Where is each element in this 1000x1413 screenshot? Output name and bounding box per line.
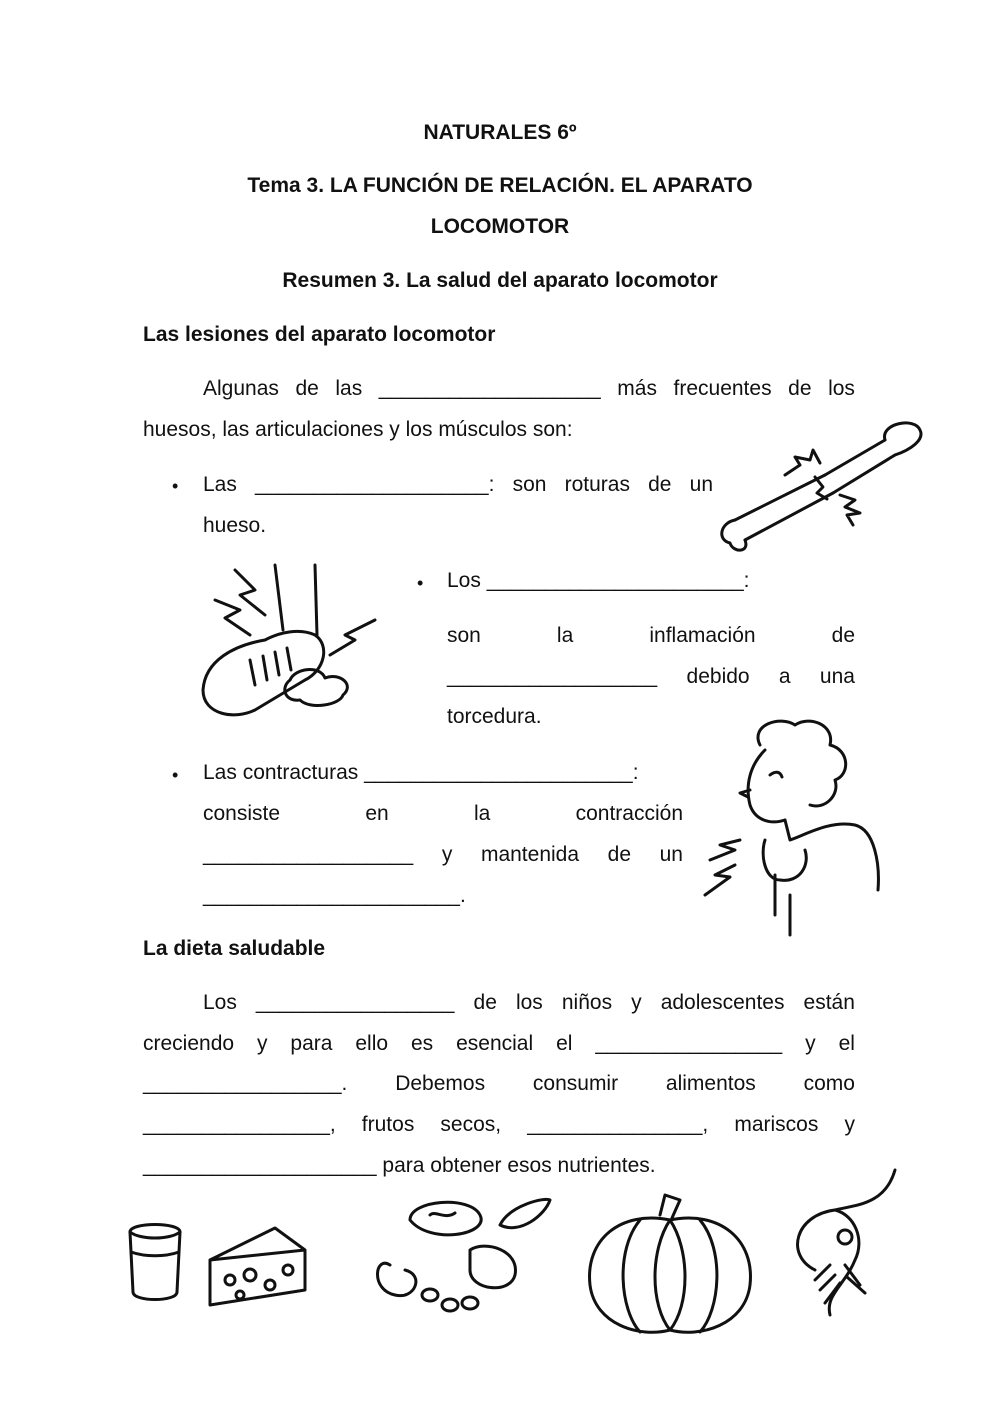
- intro-line1: Algunas de las ___________________ más frecuentes de los: [203, 377, 855, 400]
- diet-line4: ________________, frutos secos, _______________, mariscos y: [143, 1113, 855, 1136]
- milk-glass-icon: [125, 1222, 185, 1302]
- bullet-icon: •: [172, 765, 179, 785]
- blank-fractures[interactable]: ____________________:: [255, 473, 495, 496]
- contractures-line2: consiste en la contracción: [203, 802, 683, 825]
- nuts-icon: [370, 1195, 570, 1320]
- section-heading-injuries: Las lesiones del aparato locomotor: [143, 323, 496, 346]
- diet-line5[interactable]: ____________________ para obtener esos nutrientes.: [143, 1154, 656, 1177]
- sprained-ankle-icon: [195, 560, 385, 730]
- fractures-line2: hueso.: [203, 514, 267, 537]
- diet-line2: creciendo y para ello es esencial el ________________ y el: [143, 1032, 855, 1055]
- blank-sprains[interactable]: __________________: [447, 665, 658, 688]
- sprains-line4: torcedura.: [447, 705, 542, 728]
- blank-injuries[interactable]: ___________________: [378, 377, 601, 400]
- bullet-icon: •: [417, 573, 424, 593]
- section-heading-diet: La dieta saludable: [143, 937, 326, 960]
- sprains-line3: __________________ debido a una: [447, 665, 855, 688]
- sprains-line2: son la inflamación de: [447, 624, 855, 647]
- blank-nutrient2[interactable]: _________________.: [143, 1072, 348, 1095]
- bullet-icon: •: [172, 476, 179, 496]
- course-title: NATURALES 6º: [423, 121, 577, 144]
- topic-title-line2: LOCOMOTOR: [430, 215, 570, 238]
- pumpkin-icon: [580, 1190, 760, 1340]
- contractures-line1[interactable]: Las contracturas _______________________:: [203, 761, 639, 784]
- diet-line1: Los _________________ de los niños y adolescentes están: [203, 991, 855, 1014]
- contractures-line3: __________________ y mantenida de un: [203, 843, 683, 866]
- intro-line2: huesos, las articulaciones y los músculos son:: [143, 418, 573, 441]
- cheese-icon: [200, 1220, 310, 1310]
- blank-food1[interactable]: ________________,: [143, 1113, 336, 1136]
- blank-contractures[interactable]: __________________: [203, 843, 414, 866]
- blank-bones[interactable]: _________________: [255, 991, 455, 1014]
- broken-bone-icon: [715, 415, 925, 555]
- diet-line3: _________________. Debemos consumir alimentos como: [143, 1072, 855, 1095]
- contractures-line4[interactable]: ______________________.: [203, 884, 466, 907]
- blank-food2[interactable]: _______________,: [527, 1113, 709, 1136]
- summary-title: Resumen 3. La salud del aparato locomotor: [282, 269, 718, 292]
- shrimp-icon: [775, 1165, 900, 1320]
- sprains-line1[interactable]: Los ______________________:: [447, 569, 750, 592]
- shoulder-pain-icon: [690, 715, 890, 940]
- fractures-line1: Las ____________________: son roturas de un: [203, 473, 713, 496]
- topic-title-line1: Tema 3. LA FUNCIÓN DE RELACIÓN. EL APARATO: [247, 174, 753, 197]
- blank-nutrient1[interactable]: ________________: [595, 1032, 783, 1055]
